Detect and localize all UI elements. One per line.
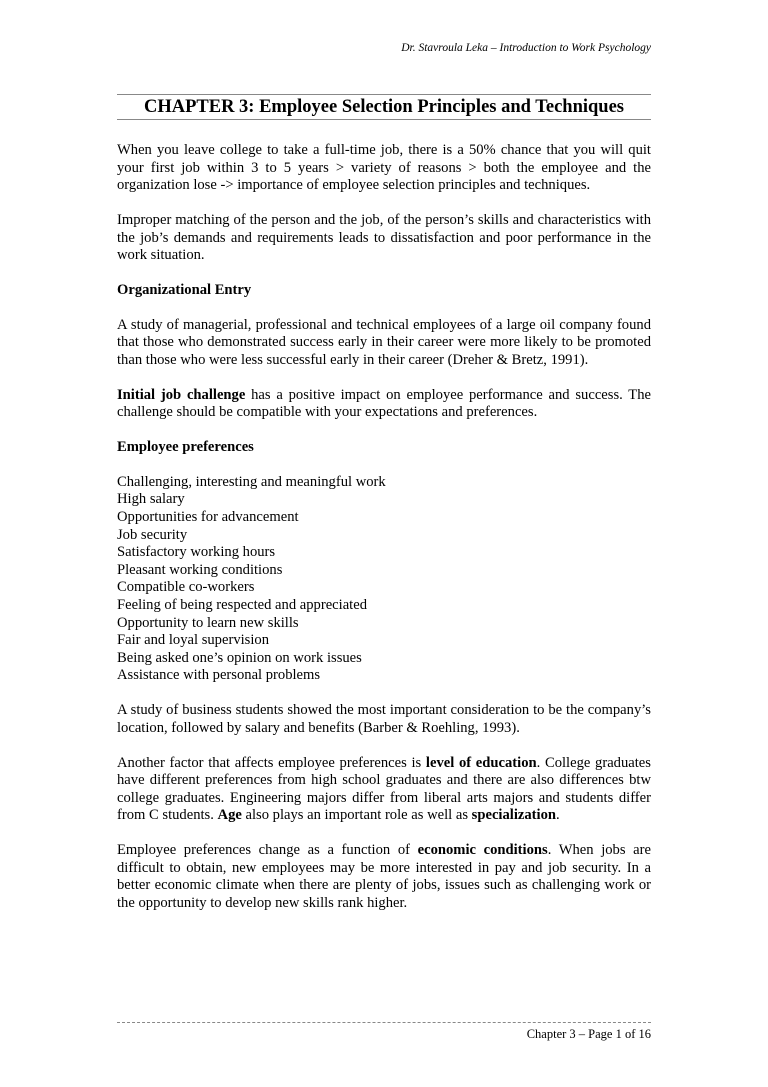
paragraph-education [117, 755, 651, 825]
paragraph-job-challenge [117, 387, 651, 422]
list-item: Opportunity to learn new skills [117, 614, 299, 631]
list-item: Satisfactory working hours [117, 544, 276, 561]
document-body [117, 142, 651, 930]
heading-employee-preferences: Employee preferences [117, 439, 254, 456]
paragraph-business-study: A study of business students showed the most important consideration to be the company’s location, followed by salary and benefits (Barber & Roehling, 1993). [117, 702, 651, 736]
list-item: Being asked one’s opinion on work issues [117, 649, 362, 666]
preferences-list [117, 474, 651, 685]
list-item: Job security [117, 526, 188, 543]
list-item: Assistance with personal problems [117, 667, 321, 684]
paragraph-matching: Improper matching of the person and the job, of the person’s skills and characteristics with the job’s demands and requirements leads to dissatisfaction and poor performance in the work situation. [117, 211, 651, 264]
bold-term: specialization [471, 807, 556, 824]
paragraph-oil-study: A study of managerial, professional and technical employees of a large oil company found that those who demonstrated success early in their career were more likely to be promoted than those who were less successful early in their career (Dreher & Bretz, 1991). [117, 316, 651, 368]
paragraph-text: Another factor that affects employee preferences is [117, 754, 426, 771]
paragraph-text: . College graduates have different preferences from high school graduates and there are also differences btw college graduates. Engineering majors differ from liberal arts majors and students differ from C students. [117, 754, 651, 824]
list-item: Fair and loyal supervision [117, 632, 269, 649]
paragraph-text: Employee preferences change as a function of [117, 842, 418, 859]
page-number: Chapter 3 – Page 1 of 16 [526, 1027, 651, 1041]
footer-rule [117, 1022, 651, 1023]
bold-term: economic conditions [417, 842, 548, 859]
list-item: Compatible co-workers [117, 579, 255, 596]
list-item: Opportunities for advancement [117, 509, 299, 526]
list-item: High salary [117, 491, 185, 508]
paragraph-text: . [556, 807, 560, 824]
paragraph-intro: When you leave college to take a full-time job, there is a 50% chance that you will quit your first job within 3 to 5 years > variety of reasons > both the employee and the organization lose -> importance of employee selection principles and techniques. [117, 142, 651, 194]
bold-term: Age [217, 807, 242, 824]
list-item: Pleasant working conditions [117, 561, 283, 578]
running-header: Dr. Stavroula Leka – Introduction to Work Psychology [401, 42, 651, 54]
bold-term: level of education [425, 754, 537, 771]
bold-term: Initial job challenge [117, 386, 246, 403]
paragraph-economic [117, 842, 651, 912]
list-item: Challenging, interesting and meaningful work [117, 473, 386, 490]
chapter-title: CHAPTER 3: Employee Selection Principles and Techniques [143, 97, 624, 117]
heading-organizational-entry: Organizational Entry [117, 281, 252, 298]
paragraph-text: also plays an important role as well as [241, 807, 472, 824]
paragraph-text: . When jobs are difficult to obtain, new employees may be more interested in pay and job security. In a better economic climate when there are plenty of jobs, issues such as challenging work or the opportunity to develop new skills rank higher. [117, 842, 651, 911]
title-rule [117, 119, 651, 120]
paragraph-text: has a positive impact on employee performance and success. The challenge should be compatible with your expectations and preferences. [117, 386, 651, 421]
list-item: Feeling of being respected and appreciated [117, 597, 368, 613]
